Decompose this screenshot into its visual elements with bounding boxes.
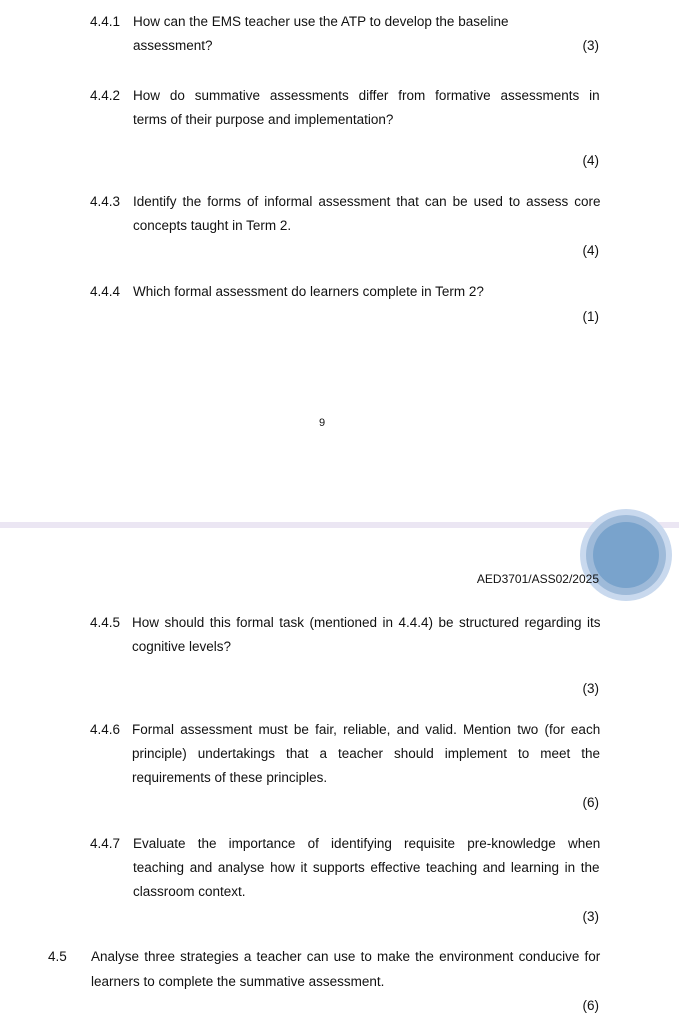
question-text-line: Which formal assessment do learners complete in Term 2? xyxy=(133,284,484,299)
question-number: 4.4.3 xyxy=(90,194,121,209)
question-text-line: How should this formal task (mentioned in 4.4.4) be structured regarding its xyxy=(132,615,601,630)
marks-label: (6) xyxy=(582,795,599,810)
question-text-line: teaching and analyse how it supports effective teaching and learning in the xyxy=(133,860,600,875)
question-text-line: concepts taught in Term 2. xyxy=(133,218,292,233)
marks-label: (4) xyxy=(582,153,599,168)
question-text-line: learners to complete the summative assessment. xyxy=(91,974,385,989)
question-text-line: Evaluate the importance of identifying requisite pre-knowledge when xyxy=(133,836,601,851)
marks-label: (3) xyxy=(582,38,599,53)
marks-label: (1) xyxy=(582,309,599,324)
page-number: 9 xyxy=(319,417,326,429)
question-text-line: Identify the forms of informal assessment that can be used to assess core xyxy=(133,194,601,209)
page-divider xyxy=(0,522,679,528)
question-text-line: Analyse three strategies a teacher can use to make the environment conducive for xyxy=(91,949,601,964)
marks-label: (3) xyxy=(582,681,599,696)
question-text-line: How can the EMS teacher use the ATP to develop the baseline xyxy=(133,14,509,29)
question-number: 4.4.1 xyxy=(90,14,121,29)
question-number: 4.4.6 xyxy=(90,722,121,737)
question-number: 4.4.2 xyxy=(90,88,121,103)
question-text-line: Formal assessment must be fair, reliable, and valid. Mention two (for each xyxy=(132,722,601,737)
marks-label: (4) xyxy=(582,243,599,258)
question-number: 4.5 xyxy=(48,949,67,964)
module-code-header: AED3701/ASS02/2025 xyxy=(476,572,599,586)
marks-label: (3) xyxy=(582,909,599,924)
question-number: 4.4.4 xyxy=(90,284,121,299)
page-corner-circle-core xyxy=(593,522,659,588)
question-text-line: cognitive levels? xyxy=(132,639,232,654)
marks-label: (6) xyxy=(582,998,599,1013)
question-text-line: How do summative assessments differ from formative assessments in xyxy=(133,88,600,103)
question-number: 4.4.5 xyxy=(90,615,121,630)
question-text-line: principle) undertakings that a teacher should implement to meet the xyxy=(132,746,600,761)
question-text-line: terms of their purpose and implementation? xyxy=(133,112,394,127)
question-text-line: classroom context. xyxy=(133,884,246,899)
question-number: 4.4.7 xyxy=(90,836,121,851)
question-text-line: assessment? xyxy=(133,38,213,53)
question-text-line: requirements of these principles. xyxy=(132,770,328,785)
